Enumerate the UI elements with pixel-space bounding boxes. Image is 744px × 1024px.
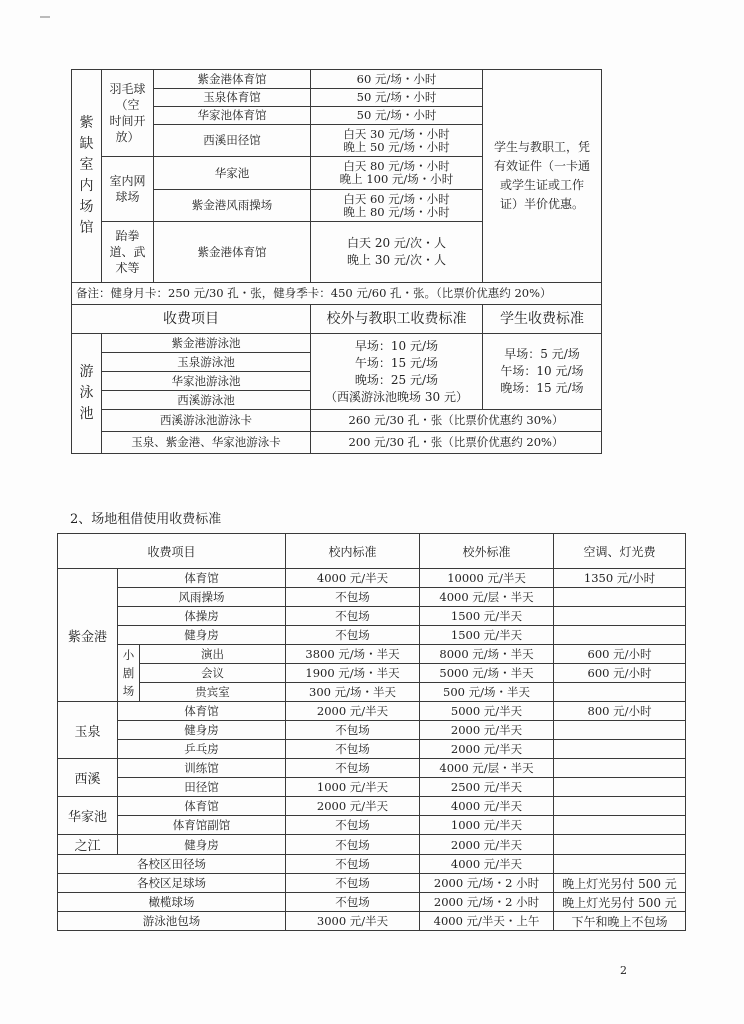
table-row [58,740,686,759]
fee-value: 白天 30 元/场・小时 晚上 50 元/场・小时 [311,125,483,157]
swim-card-name: 玉泉、紫金港、华家池游泳卡 [102,432,311,454]
facility-name: 体育馆 [118,569,286,588]
external-fee: 2000 元/场・2 小时 [420,893,554,912]
header-item: 收费项目 [72,305,311,334]
internal-fee: 不包场 [286,721,420,740]
external-fee: 4000 元/半天 [420,855,554,874]
table-header-row [58,534,686,569]
table-row [58,607,686,626]
external-fee: 4000 元/层・半天 [420,588,554,607]
internal-fee: 不包场 [286,607,420,626]
external-fee: 2500 元/半天 [420,778,554,797]
internal-fee: 300 元/场・半天 [286,683,420,702]
sport-taekwondo: 跆拳 道、武 术等 [102,222,154,283]
ac-fee [554,797,686,816]
facility-name: 健身房 [118,626,286,645]
table-row [72,410,602,432]
student-swim-fees: 早场：5 元/场 午场：10 元/场 晚场：15 元/场 [483,334,602,410]
internal-fee: 不包场 [286,893,420,912]
external-fee: 5000 元/场・半天 [420,664,554,683]
external-fee: 2000 元/场・2 小时 [420,874,554,893]
table-header-row [72,305,602,334]
table-row [72,432,602,454]
table-row [58,759,686,778]
internal-fee: 不包场 [286,626,420,645]
facility-name: 体育馆 [118,702,286,721]
facility-name: 健身房 [118,835,286,855]
ac-fee: 600 元/小时 [554,664,686,683]
external-fee: 4000 元/层・半天 [420,759,554,778]
ac-fee [554,835,686,855]
campus-yuquan: 玉泉 [58,702,118,759]
ac-fee [554,607,686,626]
indoor-fee-table [71,69,602,454]
internal-fee: 2000 元/半天 [286,797,420,816]
ac-fee [554,855,686,874]
internal-fee: 1000 元/半天 [286,778,420,797]
fee-value: 50 元/场・小时 [311,89,483,107]
section-title: 2、场地租借使用收费标准 [70,512,222,527]
facility-name: 游泳池包场 [58,912,286,931]
fee-value: 白天 20 元/次・人 晚上 30 元/次・人 [311,222,483,283]
ac-fee [554,588,686,607]
external-fee: 1000 元/半天 [420,816,554,835]
facility-name: 演出 [140,645,286,664]
category-indoor-venues: 紫 缺 室 内 场 馆 [72,70,102,283]
external-fee: 2000 元/半天 [420,835,554,855]
header-item: 收费项目 [58,534,286,569]
pool-name: 紫金港游泳池 [102,334,311,353]
external-fee: 1500 元/半天 [420,626,554,645]
ac-fee: 1350 元/小时 [554,569,686,588]
header-external: 校外与教职工收费标准 [311,305,483,334]
ac-fee: 下午和晚上不包场 [554,912,686,931]
external-fee: 8000 元/场・半天 [420,645,554,664]
page-number: 2 [620,964,627,977]
table-row [58,721,686,740]
facility-name: 各校区田径场 [58,855,286,874]
table-row [58,569,686,588]
internal-fee: 2000 元/半天 [286,702,420,721]
campus-huajiachi: 华家池 [58,797,118,835]
venue-name: 紫金港体育馆 [154,70,311,89]
table-row [58,626,686,645]
ac-fee [554,816,686,835]
ac-fee: 晚上灯光另付 500 元 [554,893,686,912]
external-fee: 5000 元/半天 [420,702,554,721]
swim-card-fee: 260 元/30 孔・张（比票价优惠约 30%） [311,410,602,432]
ac-fee [554,626,686,645]
venue-name: 紫金港体育馆 [154,222,311,283]
facility-name: 健身房 [118,721,286,740]
header-ac-light: 空调、灯光费 [554,534,686,569]
ac-fee [554,759,686,778]
header-external: 校外标准 [420,534,554,569]
external-fee: 2000 元/半天 [420,721,554,740]
facility-name: 体育馆 [118,797,286,816]
ac-fee: 800 元/小时 [554,702,686,721]
external-fee: 4000 元/半天 [420,797,554,816]
ac-fee [554,721,686,740]
internal-fee: 不包场 [286,835,420,855]
fee-value: 白天 80 元/场・小时 晚上 100 元/场・小时 [311,157,483,190]
facility-name: 乒乓房 [118,740,286,759]
scan-mark [40,16,50,18]
header-student: 学生收费标准 [483,305,602,334]
table-row [58,683,686,702]
table-row [58,816,686,835]
internal-fee: 1900 元/场・半天 [286,664,420,683]
table-row [58,778,686,797]
table-row [58,835,686,855]
campus-zijingang: 紫金港 [58,569,118,702]
table-row [58,645,686,664]
remark-note: 备注：健身月卡：250 元/30 孔・张，健身季卡：450 元/60 孔・张。（比票价优惠约 20%） [72,283,602,305]
external-fee: 1500 元/半天 [420,607,554,626]
venue-rental-table [57,533,686,931]
table-row [58,588,686,607]
internal-fee: 不包场 [286,874,420,893]
table-row [58,874,686,893]
table-row [58,912,686,931]
fee-value: 白天 60 元/场・小时 晚上 80 元/场・小时 [311,190,483,222]
internal-fee: 不包场 [286,759,420,778]
sport-indoor-tennis: 室内网 球场 [102,157,154,222]
ac-fee [554,778,686,797]
facility-name: 风雨操场 [118,588,286,607]
internal-fee: 不包场 [286,740,420,759]
table-row [58,855,686,874]
table-row [72,70,602,89]
ac-fee [554,740,686,759]
facility-name: 贵宾室 [140,683,286,702]
internal-fee: 不包场 [286,588,420,607]
table-row [72,283,602,305]
internal-fee: 不包场 [286,855,420,874]
table-row [58,797,686,816]
facility-name: 体育馆副馆 [118,816,286,835]
facility-name: 田径馆 [118,778,286,797]
venue-name: 玉泉体育馆 [154,89,311,107]
venue-name: 华家池体育馆 [154,107,311,125]
discount-note: 学生与教职工，凭 有效证件（一卡通 或学生证或工作 证）半价优惠。 [483,70,602,283]
internal-fee: 4000 元/半天 [286,569,420,588]
external-fee: 10000 元/半天 [420,569,554,588]
venue-name: 西溪田径馆 [154,125,311,157]
external-fee: 2000 元/半天 [420,740,554,759]
facility-name: 体操房 [118,607,286,626]
category-swimming: 游 泳 池 [72,334,102,454]
small-theater-label: 小 剧 场 [118,645,140,702]
internal-fee: 不包场 [286,816,420,835]
header-internal: 校内标准 [286,534,420,569]
venue-name: 华家池 [154,157,311,190]
table-row [58,664,686,683]
table-row [58,702,686,721]
ac-fee [554,683,686,702]
sport-badminton: 羽毛球 （空 时间开 放） [102,70,154,157]
table-row [72,334,602,353]
internal-fee: 3800 元/场・半天 [286,645,420,664]
facility-name: 训练馆 [118,759,286,778]
pool-name: 华家池游泳池 [102,372,311,391]
campus-zhijiang: 之江 [58,835,118,855]
facility-name: 各校区足球场 [58,874,286,893]
external-swim-fees: 早场：10 元/场 午场：15 元/场 晚场：25 元/场 （西溪游泳池晚场 30 元） [311,334,483,410]
fee-value: 50 元/场・小时 [311,107,483,125]
campus-xixi: 西溪 [58,759,118,797]
pool-name: 西溪游泳池 [102,391,311,410]
facility-name: 橄榄球场 [58,893,286,912]
external-fee: 4000 元/半天・上午 [420,912,554,931]
ac-fee: 600 元/小时 [554,645,686,664]
external-fee: 500 元/场・半天 [420,683,554,702]
table-row [58,893,686,912]
swim-card-name: 西溪游泳池游泳卡 [102,410,311,432]
internal-fee: 3000 元/半天 [286,912,420,931]
pool-name: 玉泉游泳池 [102,353,311,372]
fee-value: 60 元/场・小时 [311,70,483,89]
ac-fee: 晚上灯光另付 500 元 [554,874,686,893]
swim-card-fee: 200 元/30 孔・张（比票价优惠约 20%） [311,432,602,454]
facility-name: 会议 [140,664,286,683]
venue-name: 紫金港风雨操场 [154,190,311,222]
